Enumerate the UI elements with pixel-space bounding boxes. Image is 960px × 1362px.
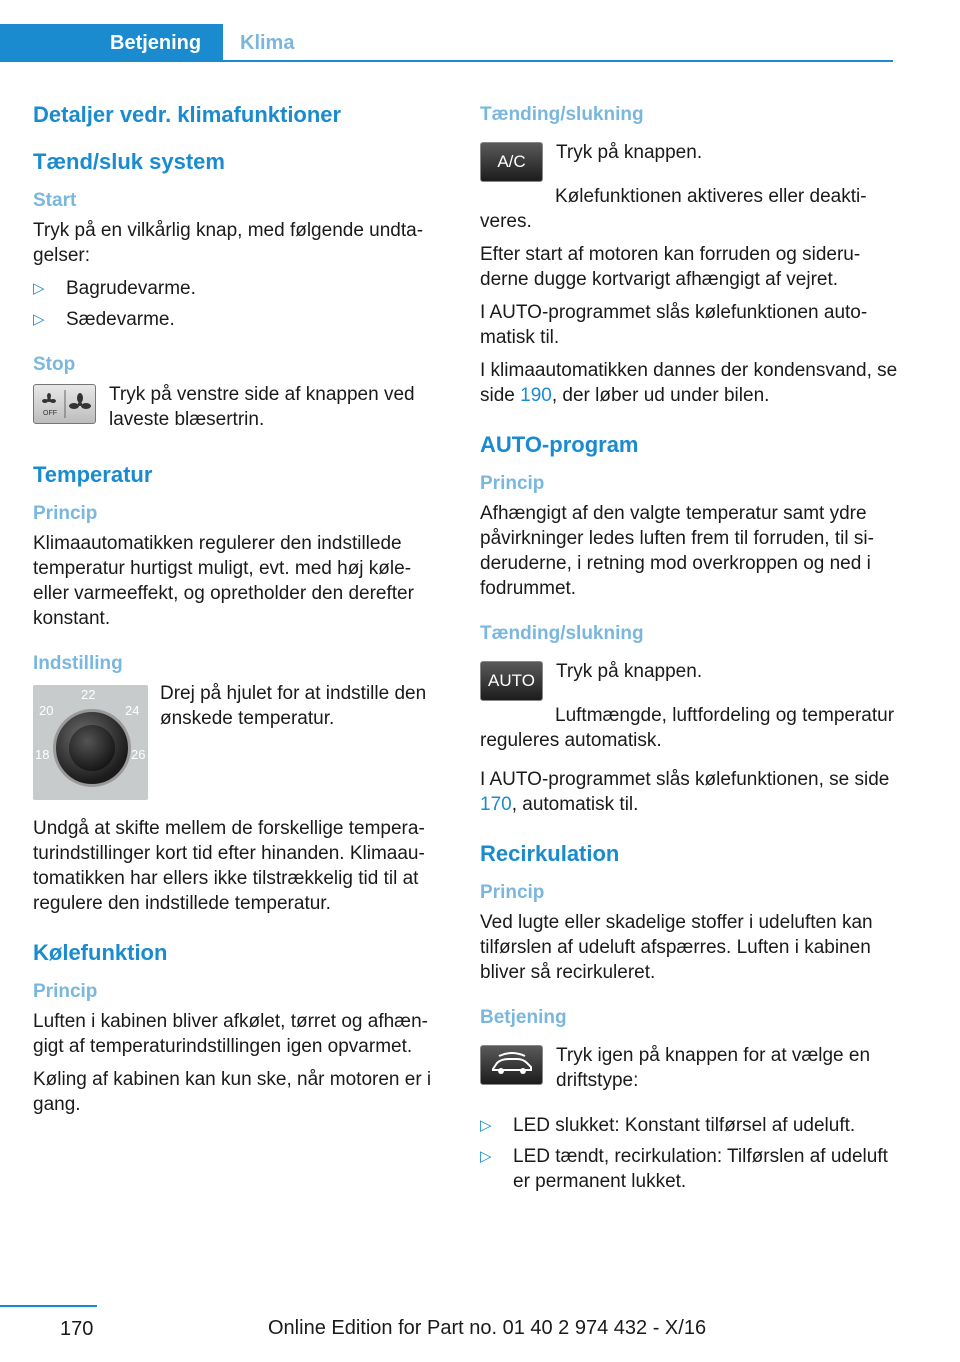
temperature-note: Undgå at skifte mellem de forskellige temperaturindstillinger kort tid efter hinanden. Klimaautomatikken har ellers ikke tilstrækkelig tid til at regulere den indstillede temperatur. xyxy=(33,818,425,914)
page-link-170[interactable]: 170 xyxy=(480,794,512,815)
stop-text: Tryk på venstre side af knappen ved laveste blæsertrin. xyxy=(109,384,415,430)
subheading-principle: Princip xyxy=(33,981,98,1002)
left-column xyxy=(33,100,451,1125)
section-heading-temperature: Temperatur xyxy=(33,462,153,487)
tab-betjening[interactable]: Betjening xyxy=(0,24,223,62)
stop-row xyxy=(33,382,451,438)
knob-number: 24 xyxy=(125,703,140,718)
setting-text: Drej på hjulet for at indstille den ønskede temperatur. xyxy=(160,683,427,729)
subheading-principle: Princip xyxy=(33,503,98,524)
temperature-knob-image xyxy=(33,685,148,800)
list-item: ▷ LED tændt, recirkulation: Tilførslen af udeluft er permanent lukket. xyxy=(480,1146,888,1192)
cooling-text-2: Køling af kabinen kan kun ske, når motoren er i gang. xyxy=(33,1069,432,1115)
subheading-auto-onoff: Tænding/slukning xyxy=(480,623,644,644)
triangle-bullet-icon: ▷ xyxy=(33,280,45,297)
auto-principle-text: Afhængigt af den valgte temperatur samt ydre påvirkninger ledes luften frem til forruden, til sideruderne, i retning mod overkroppen og ned i fodrummet. xyxy=(480,503,874,599)
svg-text:OFF: OFF xyxy=(42,410,57,417)
recirc-principle-text: Ved lugte eller skadelige stoffer i udeluften kan tilførslen af udeluft afspærres. Luften i kabinen bliver så recirkuleret. xyxy=(480,912,873,983)
auto-para: I AUTO-programmet slås kølefunktionen, se side 170, automatisk til. xyxy=(480,769,890,815)
recirc-row xyxy=(480,1043,898,1099)
header-rule xyxy=(0,60,893,62)
knob-number: 22 xyxy=(81,687,96,702)
recirc-operation-text: Tryk igen på knappen for at vælge en driftstype: xyxy=(556,1045,871,1091)
auto-line-1: Tryk på knappen. xyxy=(556,661,703,682)
recirc-modes-list xyxy=(480,1113,898,1194)
exceptions-list xyxy=(33,276,451,332)
subheading-stop: Stop xyxy=(33,354,76,375)
recirculation-button-icon xyxy=(480,1045,543,1085)
ac-button-icon: A/C xyxy=(480,142,543,182)
triangle-bullet-icon: ▷ xyxy=(480,1148,492,1165)
page-title: Detaljer vedr. klimafunktioner xyxy=(33,102,342,127)
fan-off-button-icon xyxy=(33,384,96,424)
knob-number: 20 xyxy=(39,703,54,718)
subheading-setting: Indstilling xyxy=(33,653,123,674)
header-tabbar xyxy=(0,24,893,61)
subheading-start: Start xyxy=(33,190,77,211)
ac-row xyxy=(480,140,898,182)
section-heading-onoff: Tænd/sluk system xyxy=(33,149,225,174)
auto-row xyxy=(480,659,898,701)
list-item: ▷ Sædevarme. xyxy=(33,309,175,330)
subheading-operation: Betjening xyxy=(480,1007,567,1028)
section-heading-auto: AUTO-program xyxy=(480,432,639,457)
ac-para-2: I AUTO-programmet slås kølefunktionen automatisk til. xyxy=(480,302,868,348)
ac-para-3: I klimaautomatikken dannes der kondensvand, se side 190, der løber ud under bilen. xyxy=(480,360,898,406)
list-item: ▷ LED slukket: Konstant tilførsel af udeluft. xyxy=(480,1115,856,1136)
temperature-knob-icon xyxy=(53,709,131,787)
knob-number: 18 xyxy=(35,747,50,762)
temperature-principle-text: Klimaautomatikken regulerer den indstillede temperatur hurtigst muligt, evt. med høj køle- eller varmeeffekt, og opretholder den derefter konstant. xyxy=(33,533,414,629)
page-number: 170 xyxy=(60,1318,94,1340)
section-heading-cooling: Kølefunktion xyxy=(33,940,168,965)
right-column xyxy=(480,104,898,1216)
list-item: ▷ Bagrudevarme. xyxy=(33,278,196,299)
start-text: Tryk på en vilkårlig knap, med følgende undtagelser: xyxy=(33,220,424,266)
subheading-ac-onoff: Tænding/slukning xyxy=(480,104,644,125)
auto-line-2: Luftmængde, luftfordeling og temperatur reguleres automatisk. xyxy=(480,705,895,751)
ac-para-1: Efter start af motoren kan forruden og sideruderne dugge kortvarigt afhængigt af vejret. xyxy=(480,244,861,290)
page-link-190[interactable]: 190 xyxy=(520,385,552,406)
ac-line-1: Tryk på knappen. xyxy=(556,142,703,163)
subheading-principle: Princip xyxy=(480,882,545,903)
section-heading-recirculation: Recirkulation xyxy=(480,841,620,866)
ac-line-2: Kølefunktionen aktiveres eller deaktiveres. xyxy=(480,186,867,232)
subheading-principle: Princip xyxy=(480,473,545,494)
auto-button-icon: AUTO xyxy=(480,661,543,701)
knob-number: 26 xyxy=(131,747,146,762)
footer-edition: Online Edition for Part no. 01 40 2 974 432 - X/16 xyxy=(268,1317,707,1339)
cooling-text-1: Luften i kabinen bliver afkølet, tørret og afhængigt af temperaturindstillingen igen opvarmet. xyxy=(33,1011,428,1057)
page-number-rule xyxy=(0,1305,97,1307)
triangle-bullet-icon: ▷ xyxy=(33,311,45,328)
tab-klima[interactable]: Klima xyxy=(240,32,295,54)
triangle-bullet-icon: ▷ xyxy=(480,1117,492,1134)
